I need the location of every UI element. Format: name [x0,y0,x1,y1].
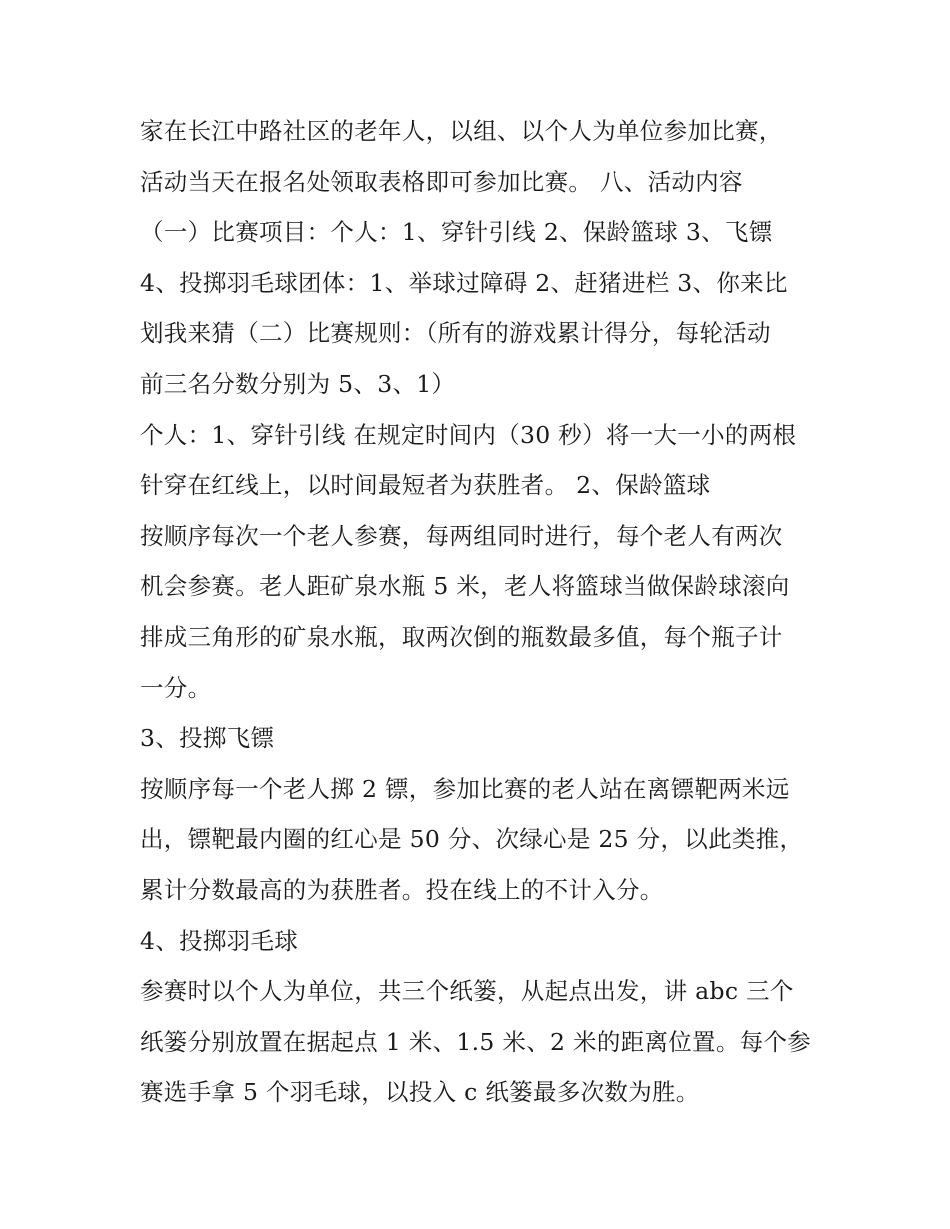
text-line: 参赛时以个人为单位，共三个纸篓，从起点出发，讲 abc 三个 [140,977,794,1006]
text-line: 出，镖靶最内圈的红心是 50 分、次绿心是 25 分，以此类推， [140,825,804,854]
text-line: 机会参赛。老人距矿泉水瓶 5 米，老人将篮球当做保龄球滚向 [140,572,790,601]
section-heading: 4、投掷羽毛球 [140,926,299,955]
text-line: 针穿在红线上，以时间最短者为获胜者。 2、保龄篮球 [140,471,711,500]
text-line: 一分。 [140,673,212,702]
text-line: 排成三角形的矿泉水瓶，取两次倒的瓶数最多值，每个瓶子计 [140,622,783,651]
text-line: 前三名分数分别为 5、3、1） [140,369,456,398]
text-line: 家在长江中路社区的老年人，以组、以个人为单位参加比赛， [140,117,783,145]
document-body [140,106,820,1118]
section-heading: 3、投掷飞镖 [140,724,275,753]
text-line: 按顺序每一个老人掷 2 镖，参加比赛的老人站在离镖靶两米远 [140,774,790,803]
text-line: 累计分数最高的为获胜者。投在线上的不计入分。 [140,875,664,904]
text-line: 个人：1、穿针引线 在规定时间内（30 秒）将一大一小的两根 [140,420,797,449]
text-line: 按顺序每次一个老人参赛，每两组同时进行，每个老人有两次 [140,521,783,550]
text-line: 纸篓分别放置在据起点 1 米、1.5 米、2 米的距离位置。每个参 [140,1027,812,1056]
text-line: （一）比赛项目：个人：1、穿针引线 2、保龄篮球 3、飞镖 [140,218,773,247]
text-line: 4、投掷羽毛球团体：1、举球过障碍 2、赶猪进栏 3、你来比 [140,268,788,297]
text-line: 划我来猜（二）比赛规则：（所有的游戏累计得分，每轮活动 [140,319,771,348]
text-line: 活动当天在报名处领取表格即可参加比赛。 八、活动内容 [140,167,743,196]
text-line: 赛选手拿 5 个羽毛球，以投入 c 纸篓最多次数为胜。 [140,1078,700,1107]
